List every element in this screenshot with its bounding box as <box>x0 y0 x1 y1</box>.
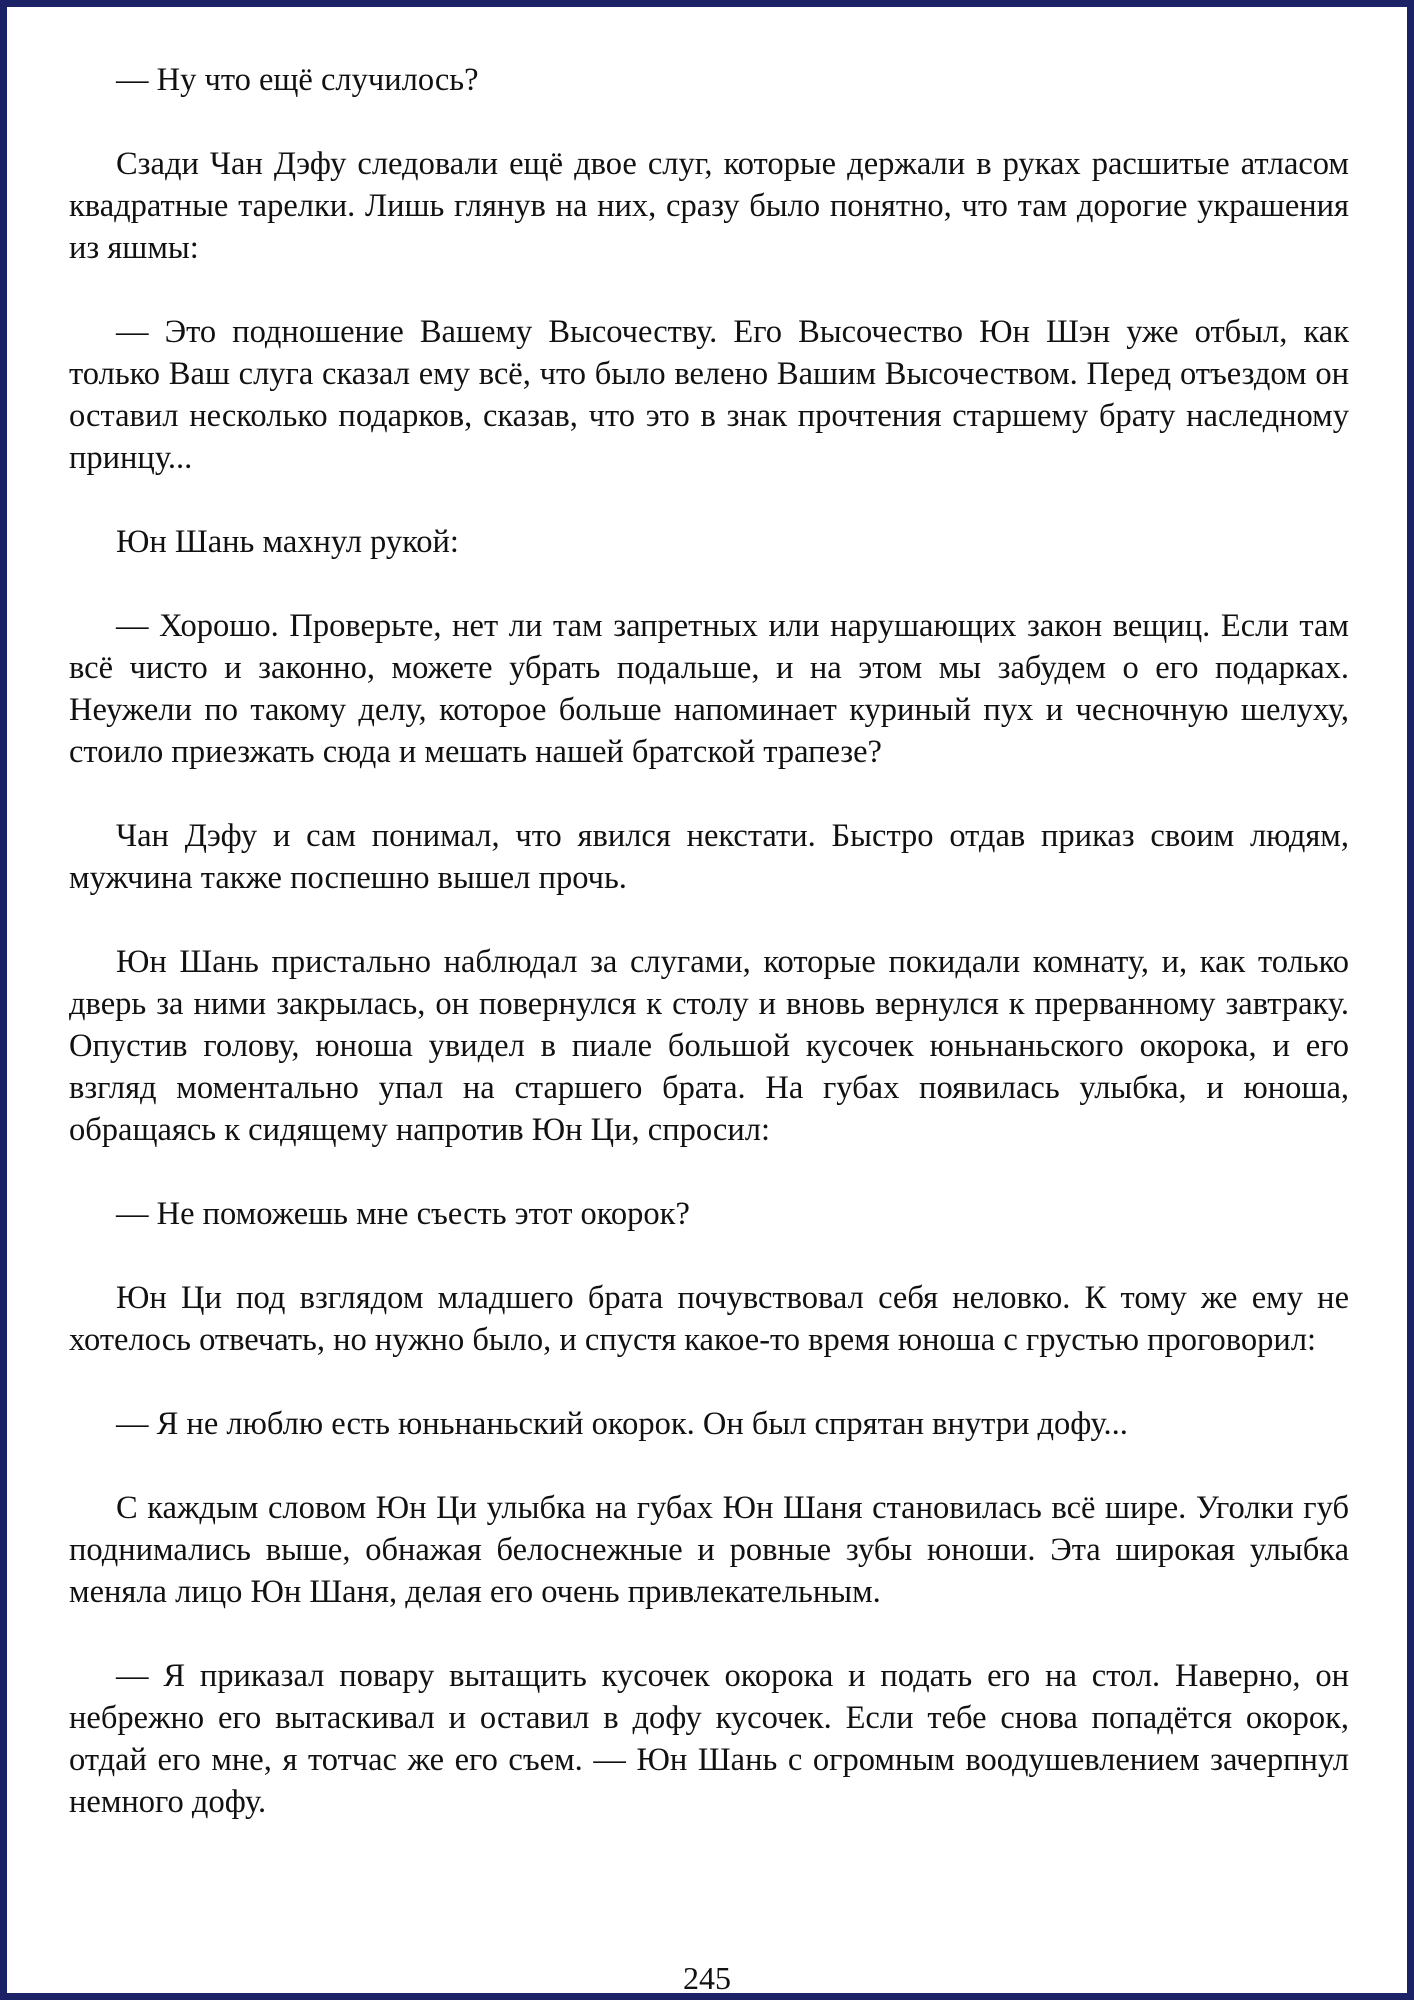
paragraph: — Ну что ещё случилось? <box>116 62 479 98</box>
page-number: 245 <box>683 1960 731 1996</box>
paragraph: С каждым словом Юн Ци улыбка на губах Юн Шаня становилась всё шире. Уголки губ поднимались выше, обнажая белоснежные и ровные зубы юноши. Эта широкая улыбка меняла лицо Юн Шаня, делая его очень привлекательным. <box>69 1490 1349 1610</box>
paragraph: Юн Шань пристально наблюдал за слугами, которые покидали комнату, и, как только дверь за ними закрылась, он повернулся к столу и вновь вернулся к прерванному завтраку. Опустив голову, юноша увидел в пиале большой кусочек юньнаньского окорока, и его взгляд моментально упал на старшего брата. На губах появилась улыбка, и юноша, обращаясь к сидящему напротив Юн Ци, спросил: <box>69 944 1349 1148</box>
paragraph: Сзади Чан Дэфу следовали ещё двое слуг, которые держали в руках расшитые атласом квадратные тарелки. Лишь глянув на них, сразу было понятно, что там дорогие украшения из яшмы: <box>69 146 1349 266</box>
paragraph: — Хорошо. Проверьте, нет ли там запретных или нарушающих закон вещиц. Если там всё чисто и законно, можете убрать подальше, и на этом мы забудем о его подарках. Неужели по такому делу, которое больше напоминает куриный пух и чесночную шелуху, стоило приезжать сюда и мешать нашей братской трапезе? <box>69 608 1349 770</box>
paragraph: — Я не люблю есть юньнаньский окорок. Он был спрятан внутри дофу... <box>116 1406 1128 1442</box>
paragraph: Чан Дэфу и сам понимал, что явился некстати. Быстро отдав приказ своим людям, мужчина также поспешно вышел прочь. <box>69 818 1349 896</box>
paragraph: Юн Шань махнул рукой: <box>116 524 459 560</box>
paragraph: — Это подношение Вашему Высочеству. Его Высочество Юн Шэн уже отбыл, как только Ваш слуга сказал ему всё, что было велено Вашим Высочеством. Перед отъездом он оставил несколько подарков, сказав, что это в знак прочтения старшему брату наследному принцу... <box>69 314 1349 476</box>
paragraph: — Я приказал повару вытащить кусочек окорока и подать его на стол. Наверно, он небрежно его вытаскивал и оставил в дофу кусочек. Если тебе снова попадётся окорок, отдай его мне, я тотчас же его съем. — Юн Шань с огромным воодушевлением зачерпнул немного дофу. <box>69 1658 1349 1820</box>
page-body <box>69 59 1349 1823</box>
paragraph: Юн Ци под взглядом младшего брата почувствовал себя неловко. К тому же ему не хотелось отвечать, но нужно было, и спустя какое-то время юноша с грустью проговорил: <box>69 1280 1349 1358</box>
paragraph: — Не поможешь мне съесть этот окорок? <box>116 1196 690 1232</box>
